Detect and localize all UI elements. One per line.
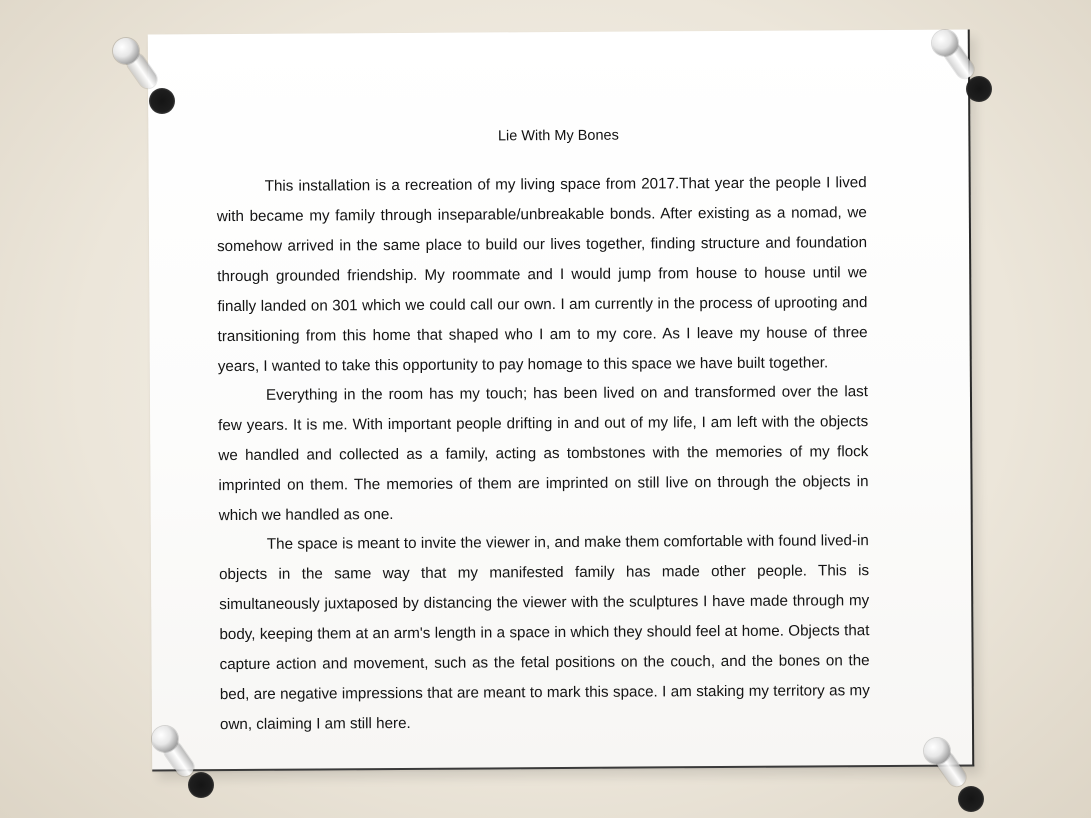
document-body: [217, 168, 870, 740]
document-title: Lie With My Bones: [497, 127, 619, 145]
push-pin-icon: [140, 720, 210, 810]
artist-statement-sheet: [148, 29, 974, 771]
push-pin-icon: [105, 30, 175, 120]
push-pin-icon: [920, 20, 990, 110]
paragraph-1: This installation is a recreation of my living space from 2017.That year the people I lived with became my family through inseparable/unbreakable bonds. After existing as a nomad, we somehow arrived in the same place to build our lives together, finding structure and foundation through grounded friendship. My roommate and I would jump from house to house until we finally landed on 301 which we could call our own. I am currently in the process of uprooting and transitioning from this home that shaped who I am to my core. As I leave my house of three years, I wanted to take this opportunity to pay homage to this space we have built together.: [216, 174, 868, 376]
paragraph-3: The space is meant to invite the viewer in, and make them comfortable with found lived-in objects in the same way that my manifested family has made other people. This is simultaneously juxtaposed by distancing the viewer with the sculptures I have made through my body, keeping them at an arm's length in a space in which they should feel at home. Objects that capture action and movement, such as the fetal positions on the couch, and the bones on the bed, are negative impressions that are meant to mark this space. I am staking my territory as my own, claiming I am still here.: [219, 532, 870, 734]
paragraph-2: Everything in the room has my touch; has been lived on and transformed over the last few years. It is me. With important people drifting in and out of my life, I am left with the objects we handled and collected as a family, acting as tombstones with the memories of my flock imprinted on them. The memories of them are imprinted on still live on through the objects in which we handled as one.: [218, 383, 869, 525]
push-pin-icon: [918, 728, 988, 818]
